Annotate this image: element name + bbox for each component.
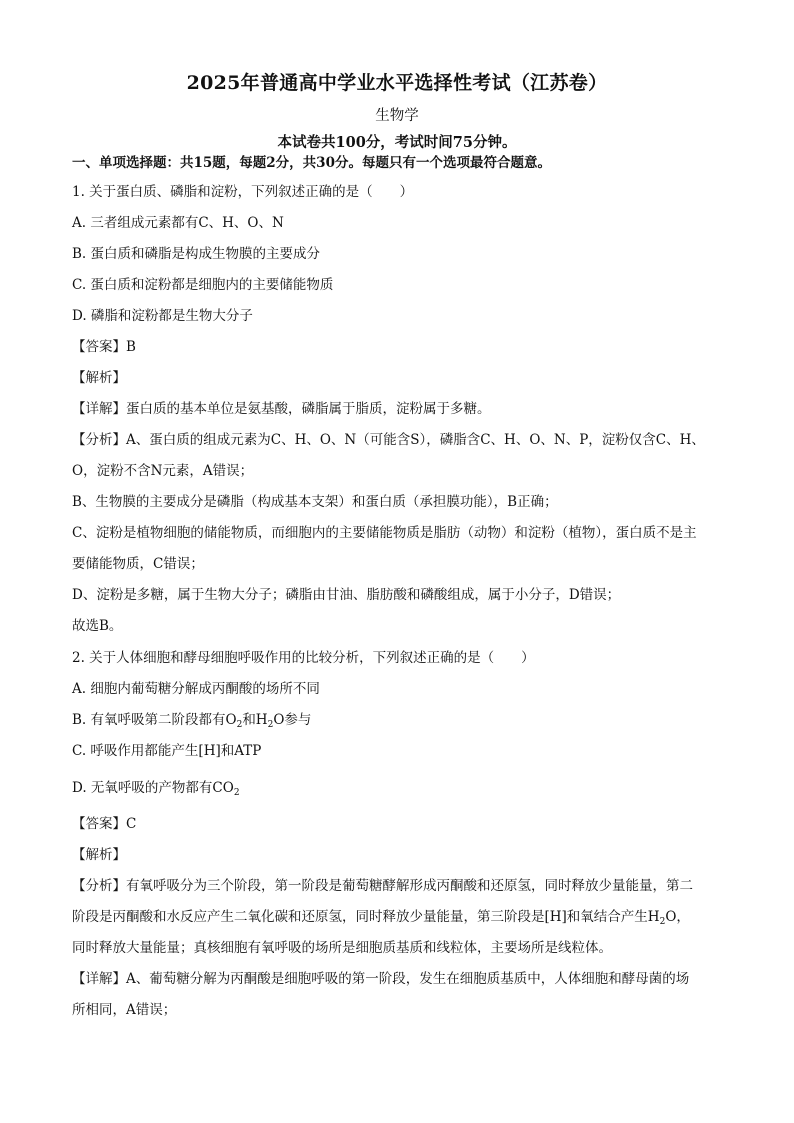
exam-info: 本试卷共100分，考试时间75分钟。 (277, 134, 517, 151)
q1-option-d: D. 磷脂和淀粉都是生物大分子 (72, 308, 253, 324)
q2-fenxi-line-2-sub: 2 (659, 917, 666, 927)
q1-option-c: C. 蛋白质和淀粉都是细胞内的主要储能物质 (72, 277, 334, 293)
q2-option-d-sub: 2 (233, 788, 240, 798)
q2-fenxi-line-2-end: O， (665, 909, 690, 925)
q1-detail: 【详解】蛋白质的基本单位是氨基酸，磷脂属于脂质，淀粉属于多糖。 (72, 401, 491, 417)
q2-option-b-text-3: O参与 (273, 712, 312, 728)
q2-option-a: A. 细胞内葡萄糖分解成丙酮酸的场所不同 (72, 681, 320, 697)
q2-option-c: C. 呼吸作用都能产生[H]和ATP (72, 743, 262, 759)
q1-explain-b: B、生物膜的主要成分是磷脂（构成基本支架）和蛋白质（承担膜功能），B正确； (72, 494, 558, 510)
q2-stem: 2. 关于人体细胞和酵母细胞呼吸作用的比较分析，下列叙述正确的是（ ） (72, 650, 535, 666)
q1-analysis-label: 【解析】 (72, 370, 126, 386)
q1-explain-d: D、淀粉是多糖，属于生物大分子；磷脂由甘油、脂肪酸和磷酸组成，属于小分子，D错误； (72, 587, 621, 603)
q1-explain-c-1: C、淀粉是植物细胞的储能物质，而细胞内的主要储能物质是脂肪（动物）和淀粉（植物），蛋白质不是主 (72, 525, 697, 541)
q2-analysis-label: 【解析】 (72, 847, 126, 863)
section-heading: 一、单项选择题：共15题，每题2分，共30分。每题只有一个选项最符合题意。 (72, 155, 551, 171)
q1-stem: 1. 关于蛋白质、磷脂和淀粉，下列叙述正确的是（ ） (72, 184, 414, 200)
q2-fenxi-line-3: 同时释放大量能量；真核细胞有氧呼吸的场所是细胞质基质和线粒体，主要场所是线粒体。 (72, 940, 612, 956)
q1-fenxi-line-2: O，淀粉不含N元素，A错误； (72, 463, 254, 479)
q1-explain-c-2: 要储能物质，C错误； (72, 556, 204, 572)
q2-detail-line-2: 所相同，A错误； (72, 1002, 177, 1018)
q1-option-a: A. 三者组成元素都有C、H、O、N (72, 215, 284, 231)
q2-fenxi-line-1: 【分析】有氧呼吸分为三个阶段，第一阶段是葡萄糖酵解形成丙酮酸和还原氢，同时释放少量能量，第二 (72, 878, 693, 894)
q2-option-b-sub-2: 2 (267, 720, 274, 730)
q1-option-b: B. 蛋白质和磷脂是构成生物膜的主要成分 (72, 246, 321, 262)
q2-option-d (72, 778, 732, 798)
q2-detail-line-1: 【详解】A、葡萄糖分解为丙酮酸是细胞呼吸的第一阶段，发生在细胞质基质中，人体细胞和酵母菌的场 (72, 971, 690, 987)
q1-conclusion: 故选B。 (72, 618, 123, 634)
q2-fenxi-line-2 (72, 907, 732, 927)
q2-option-b-text-1: B. 有氧呼吸第二阶段都有O (72, 712, 237, 728)
q1-fenxi-line-1: 【分析】A、蛋白质的组成元素为C、H、O、N（可能含S），磷脂含C、H、O、N、P，淀粉仅含C、H、 (72, 432, 705, 448)
q2-option-b (72, 710, 732, 730)
q2-answer: 【答案】C (72, 816, 137, 832)
q2-option-b-sub-1: 2 (236, 720, 243, 730)
exam-title: 2025年普通高中学业水平选择性考试（江苏卷） (186, 72, 608, 94)
q1-answer: 【答案】B (72, 339, 136, 355)
q2-option-b-text-2: 和H (242, 712, 268, 728)
q2-fenxi-line-2-text: 阶段是丙酮酸和水反应产生二氧化碳和还原氢，同时释放少量能量，第三阶段是[H]和氧结合产生H (72, 909, 660, 925)
q2-option-d-text: D. 无氧呼吸的产物都有CO (72, 780, 234, 796)
exam-subject: 生物学 (375, 108, 419, 124)
